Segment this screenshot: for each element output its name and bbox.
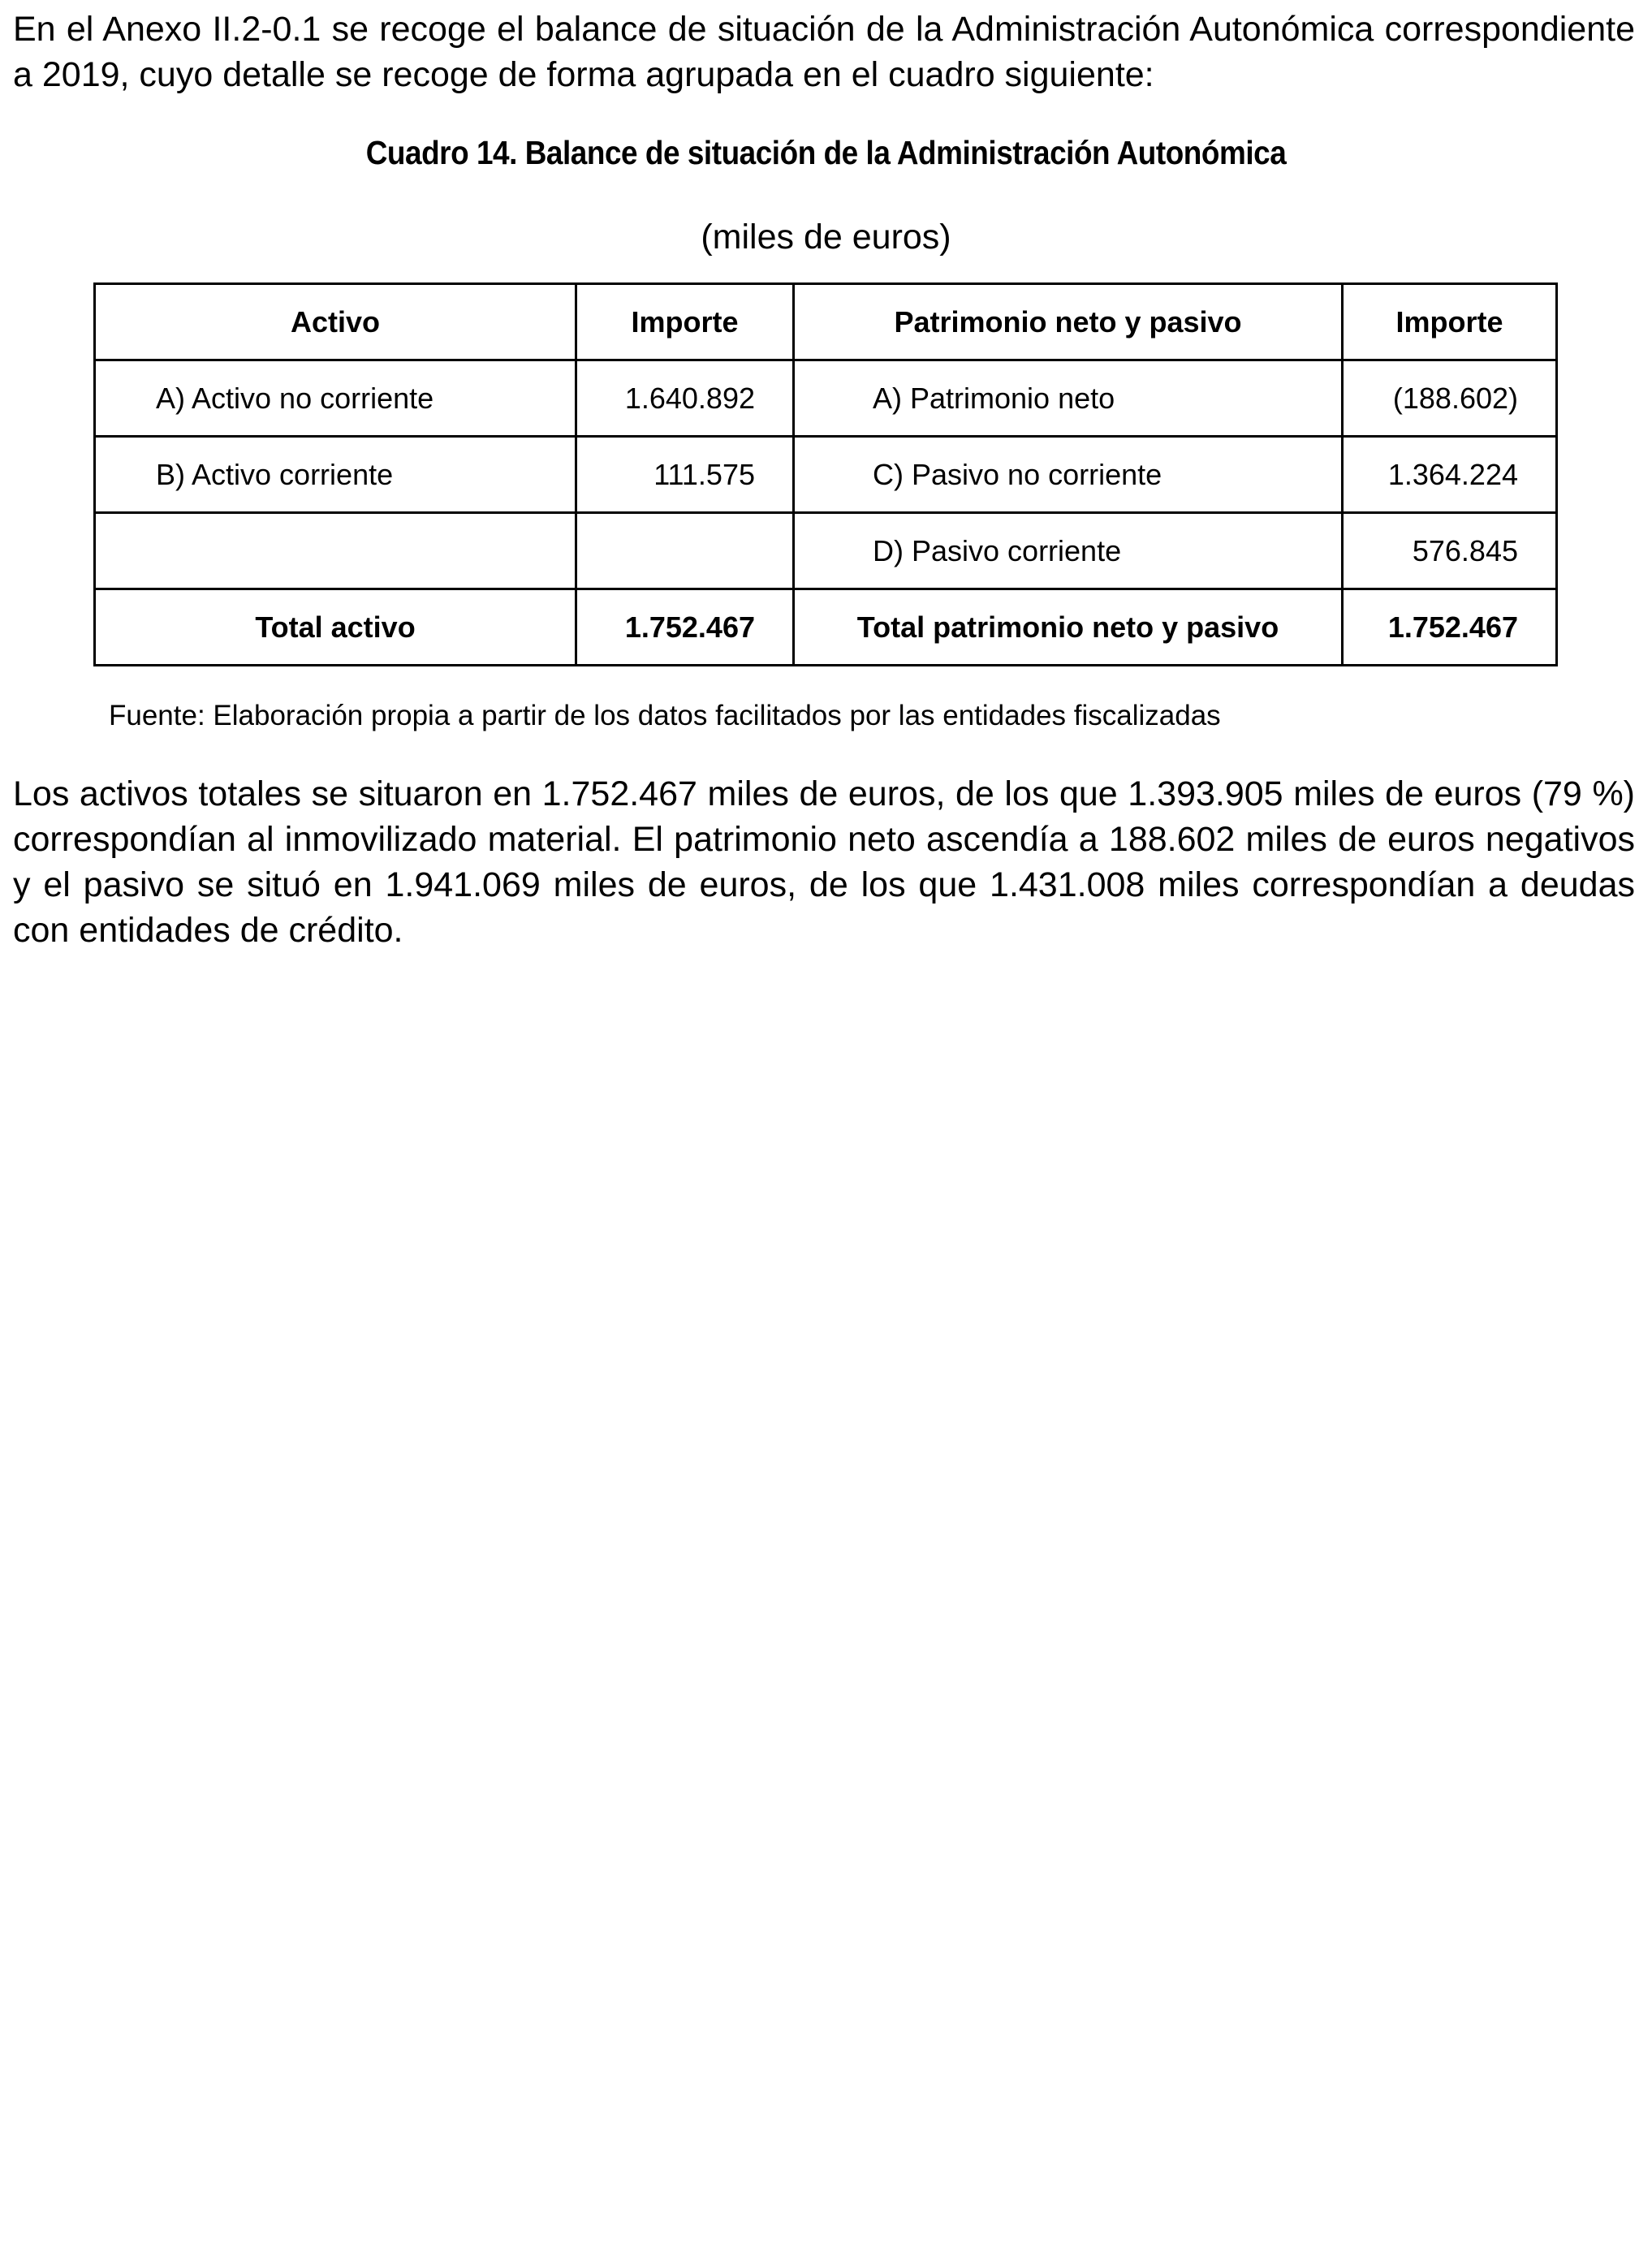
liability-amount: 1.364.224	[1343, 437, 1557, 513]
conclusion-paragraph	[13, 771, 1635, 953]
liability-amount: 576.845	[1343, 513, 1557, 589]
liability-label: A) Patrimonio neto	[794, 360, 1343, 437]
total-assets-amount: 1.752.467	[576, 589, 794, 666]
table-header-row	[95, 284, 1557, 360]
table-row	[95, 360, 1557, 437]
asset-amount	[576, 513, 794, 589]
liability-label: C) Pasivo no corriente	[794, 437, 1343, 513]
table-source-note: Fuente: Elaboración propia a partir de los datos facilitados por las entidades fiscalizadas	[109, 700, 1221, 731]
table-row	[95, 437, 1557, 513]
table-total-row	[95, 589, 1557, 666]
asset-label: B) Activo corriente	[95, 437, 576, 513]
asset-label: A) Activo no corriente	[95, 360, 576, 437]
total-assets-label: Total activo	[95, 589, 576, 666]
intro-paragraph	[13, 6, 1635, 97]
header-liabilities-amount: Importe	[1343, 284, 1557, 360]
asset-label	[95, 513, 576, 589]
header-assets-amount: Importe	[576, 284, 794, 360]
liability-label: D) Pasivo corriente	[794, 513, 1343, 589]
table-row	[95, 513, 1557, 589]
liability-amount: (188.602)	[1343, 360, 1557, 437]
total-liabilities-label: Total patrimonio neto y pasivo	[794, 589, 1343, 666]
conclusion-paragraph-text: Los activos totales se situaron en 1.752.467 miles de euros, de los que 1.393.905 miles de euros (79 %) correspondían al inmovilizado material. El patrimonio neto ascendía a 188.602 miles de euros negativos y el pasivo se situó en 1.941.069 miles de euros, de los que 1.431.008 miles correspondían a deudas con entidades de crédito.	[13, 774, 1635, 950]
total-liabilities-amount: 1.752.467	[1343, 589, 1557, 666]
table-title: Cuadro 14. Balance de situación de la Administración Autonómica	[365, 134, 1287, 171]
table-units: (miles de euros)	[701, 218, 951, 257]
asset-amount: 111.575	[576, 437, 794, 513]
header-assets: Activo	[95, 284, 576, 360]
intro-paragraph-text: En el Anexo II.2-0.1 se recoge el balance de situación de la Administración Autonómica correspondiente a 2019, cuyo detalle se recoge de forma agrupada en el cuadro siguiente:	[13, 10, 1635, 94]
asset-amount: 1.640.892	[576, 360, 794, 437]
header-liabilities: Patrimonio neto y pasivo	[794, 284, 1343, 360]
balance-table	[93, 282, 1558, 666]
